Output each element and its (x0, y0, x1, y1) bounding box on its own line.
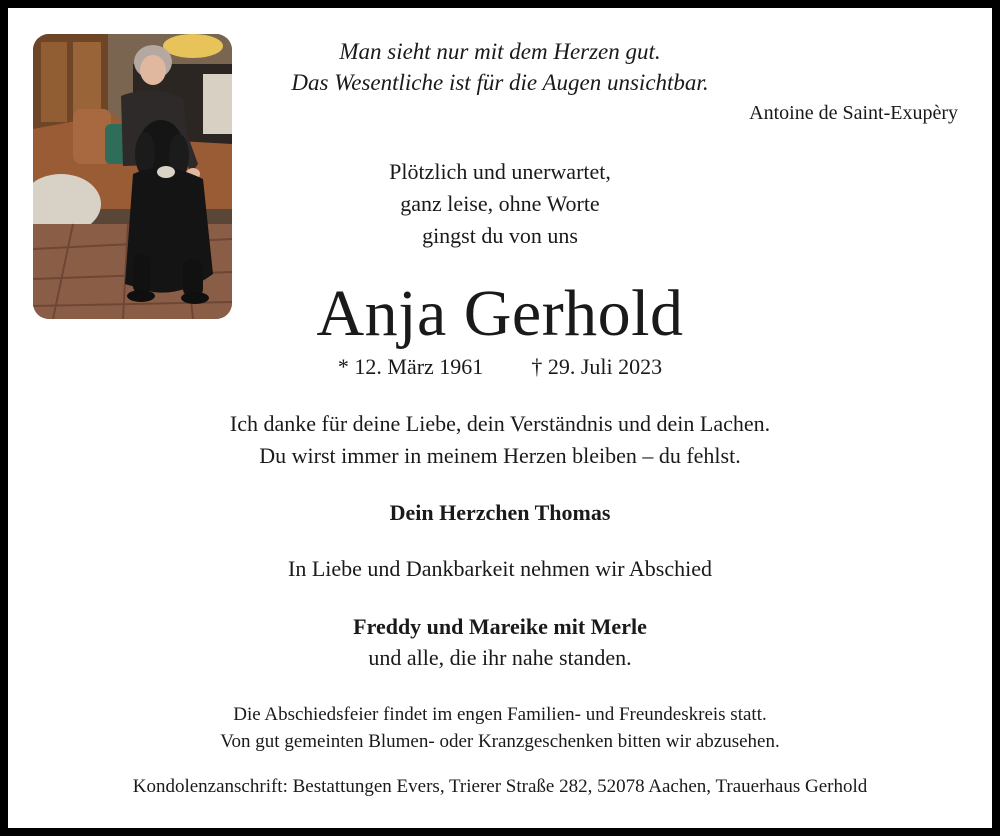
quote (238, 36, 762, 98)
death-date: † 29. Juli 2023 (531, 354, 663, 379)
family-others: und alle, die ihr nahe standen. (368, 645, 632, 670)
portrait-photo (33, 34, 232, 319)
condolence-address: Kondolenzanschrift: Bestattungen Evers, Trierer Straße 282, 52078 Aachen, Trauerhaus Gerhold (132, 776, 868, 797)
obituary-notice (8, 8, 992, 828)
ceremony-note (8, 701, 992, 755)
farewell-text: In Liebe und Dankbarkeit nehmen wir Abschied (288, 556, 712, 581)
intro-line: Plötzlich und unerwartet, (389, 159, 611, 184)
portrait-photo-icon (33, 34, 232, 319)
intro-line: gingst du von uns (422, 223, 578, 248)
family-names: Freddy und Mareike mit Merle (353, 614, 647, 639)
thanks-text (8, 408, 992, 472)
ceremony-line: Die Abschiedsfeier findet im engen Familien- und Freundeskreis statt. (233, 704, 767, 725)
intro-verse (300, 156, 700, 252)
thanks-line: Ich danke für deine Liebe, dein Verständnis und dein Lachen. (229, 411, 771, 436)
ceremony-line: Von gut gemeinten Blumen- oder Kranzgeschenken bitten wir abzusehen. (220, 731, 780, 752)
family-signature (8, 611, 992, 673)
thanks-line: Du wirst immer in meinem Herzen bleiben – du fehlst. (259, 443, 741, 468)
deceased-name: Anja Gerhold (316, 277, 684, 350)
quote-line: Das Wesentliche ist für die Augen unsichtbar. (291, 70, 709, 95)
intro-line: ganz leise, ohne Worte (400, 191, 600, 216)
birth-date: * 12. März 1961 (337, 354, 484, 379)
life-dates (250, 352, 750, 382)
signature-thomas: Dein Herzchen Thomas (389, 500, 611, 525)
quote-author: Antoine de Saint-Exupèry (749, 102, 958, 124)
quote-line: Man sieht nur mit dem Herzen gut. (339, 39, 661, 64)
